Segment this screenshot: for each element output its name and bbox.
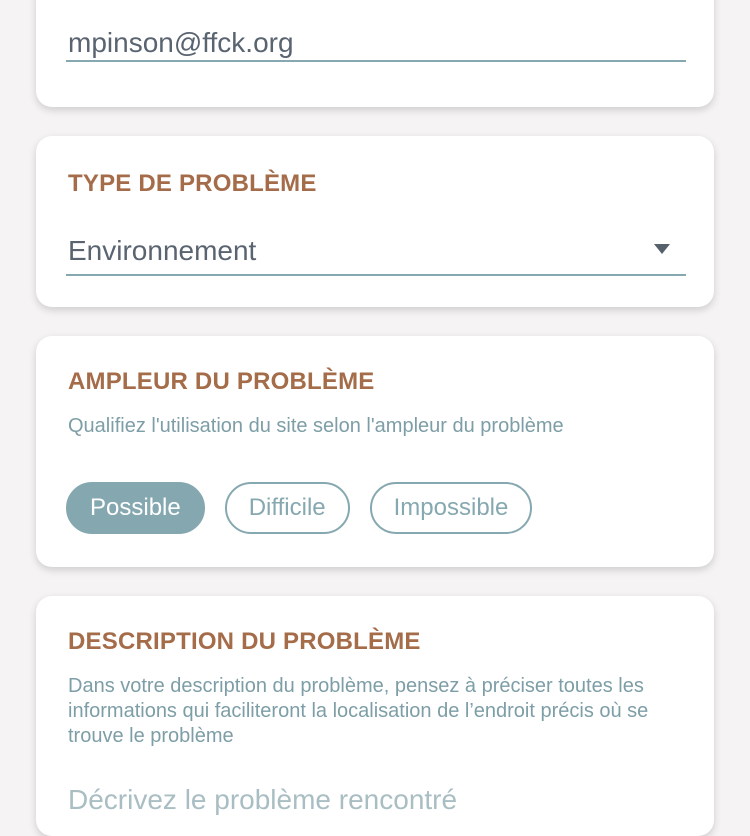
problem-type-title: TYPE DE PROBLÈME <box>68 170 317 197</box>
problem-scope-subtitle: Qualifiez l'utilisation du site selon l'ampleur du problème <box>68 415 564 437</box>
scope-chip-difficile[interactable]: Difficile <box>225 482 350 534</box>
problem-scope-title: AMPLEUR DU PROBLÈME <box>68 368 375 395</box>
problem-type-select[interactable] <box>66 232 686 276</box>
scope-chip-possible[interactable]: Possible <box>66 482 205 534</box>
problem-scope-card <box>36 336 714 567</box>
email-card <box>36 0 714 107</box>
description-textarea[interactable]: Décrivez le problème rencontré <box>68 784 458 815</box>
email-value: mpinson@ffck.org <box>68 27 294 58</box>
problem-description-title: DESCRIPTION DU PROBLÈME <box>68 628 421 655</box>
problem-type-card <box>36 136 714 307</box>
problem-type-value: Environnement <box>68 235 257 266</box>
scope-chip-group <box>66 482 532 534</box>
chevron-down-icon <box>654 244 670 254</box>
email-field[interactable] <box>66 26 686 62</box>
problem-description-subtitle: Dans votre description du problème, pensez à préciser toutes les informations qui faciliteront la localisation de l’endroit précis où se trouve le problème <box>68 675 649 747</box>
problem-description-card <box>36 596 714 836</box>
scope-chip-impossible[interactable]: Impossible <box>370 482 533 534</box>
